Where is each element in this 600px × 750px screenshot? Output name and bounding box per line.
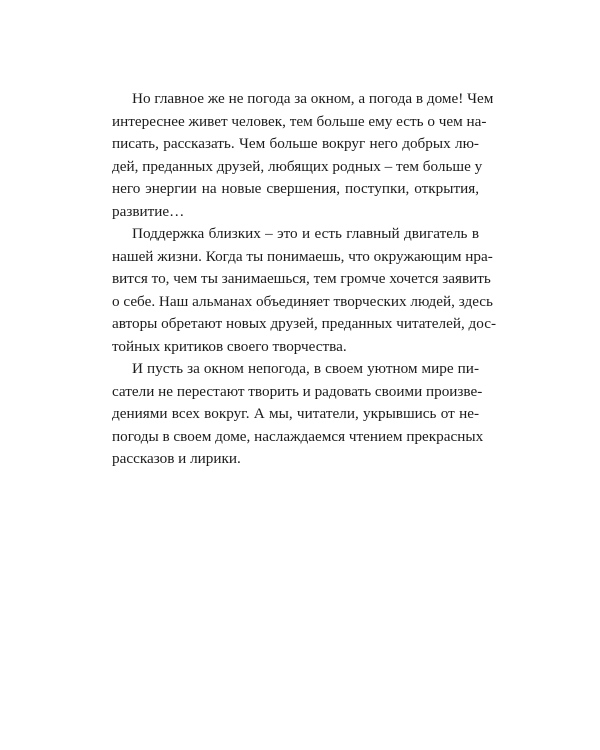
text-line: дениями всех вокруг. А мы, читатели, укрывшись от не- xyxy=(112,405,479,422)
body-text xyxy=(112,88,497,471)
text-line: И пусть за окном непогода, в своем уютном мире пи- xyxy=(132,360,479,377)
text-line: развитие… xyxy=(112,202,185,220)
text-line: писать, рассказать. Чем больше вокруг него добрых лю- xyxy=(112,135,479,152)
text-line: тойных критиков своего творчества. xyxy=(112,337,347,355)
text-line: интереснее живет человек, тем больше ему есть о чем на- xyxy=(112,112,487,130)
paragraph-2 xyxy=(112,223,497,358)
text-line: вится то, чем ты занимаешься, тем громче хочется заявить xyxy=(112,270,491,287)
text-line: дей, преданных друзей, любящих родных – тем больше у xyxy=(112,157,483,175)
text-line: Поддержка близких – это и есть главный двигатель в xyxy=(132,225,479,242)
text-line: о себе. Наш альманах объединяет творческих людей, здесь xyxy=(112,292,493,310)
text-line: Но главное же не погода за окном, а погода в доме! Чем xyxy=(132,90,494,107)
paragraph-3 xyxy=(112,358,484,471)
text-line: нашей жизни. Когда ты понимаешь, что окружающим нра- xyxy=(112,247,493,265)
paragraph-1 xyxy=(112,88,494,223)
text-line: авторы обретают новых друзей, преданных читателей, дос- xyxy=(112,315,497,332)
text-line: сатели не перестают творить и радовать своими произве- xyxy=(112,382,483,400)
text-line: него энергии на новые свершения, поступки, открытия, xyxy=(112,180,479,197)
text-line: погоды в своем доме, наслаждаемся чтением прекрасных xyxy=(112,427,484,445)
text-line: рассказов и лирики. xyxy=(112,450,241,467)
